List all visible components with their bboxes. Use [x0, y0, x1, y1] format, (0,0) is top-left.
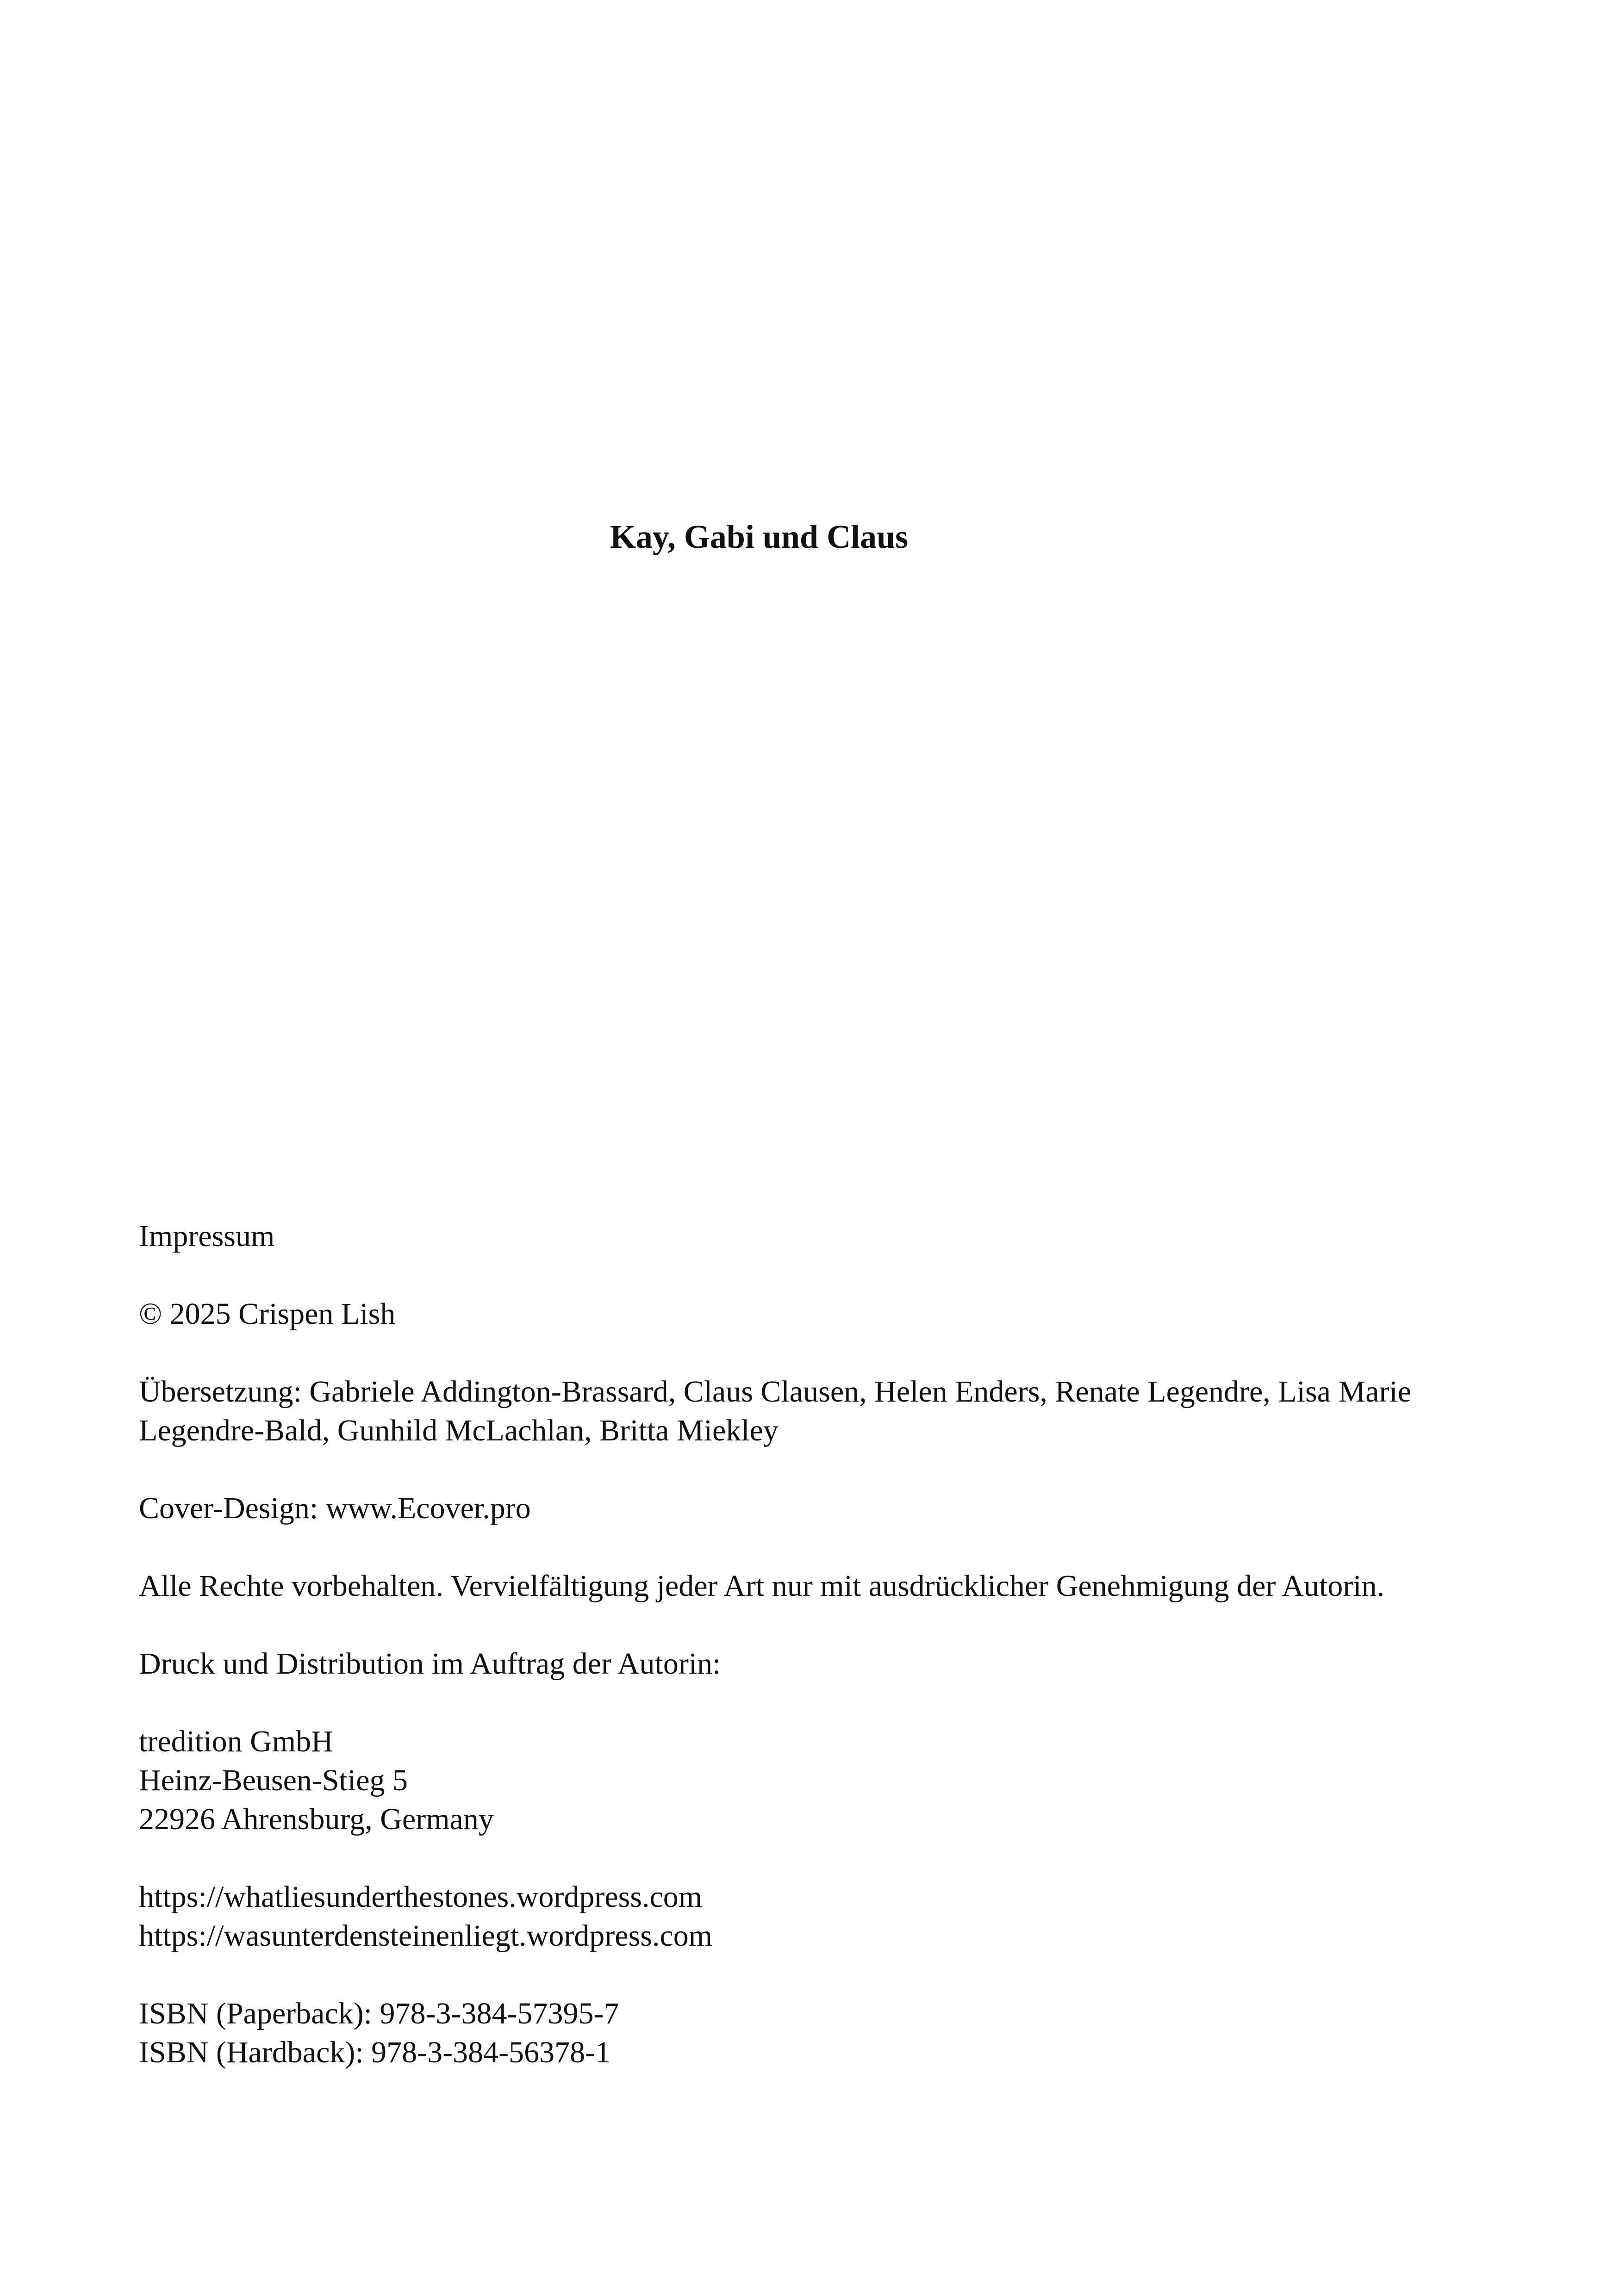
website-link[interactable]: https://wasunterdensteinenliegt.wordpress.com [139, 1919, 713, 1953]
imprint-section [139, 1217, 1416, 2072]
distribution-notice: Druck und Distribution im Auftrag der Autorin: [139, 1647, 721, 1681]
copyright-line: © 2025 Crispen Lish [139, 1297, 396, 1331]
translation-credits: Übersetzung: Gabriele Addington-Brassard, Claus Clausen, Helen Enders, Renate Legendre, Lisa Marie Legendre-Bald, Gunhild McLachlan, Britta Miekley [139, 1375, 1412, 1447]
dedication: Kay, Gabi und Claus [610, 518, 909, 555]
publisher-street: Heinz-Beusen-Stieg 5 [139, 1763, 408, 1797]
isbn-paperback: ISBN (Paperback): 978-3-384-57395-7 [139, 1997, 619, 2030]
rights-notice: Alle Rechte vorbehalten. Vervielfältigung jeder Art nur mit ausdrücklicher Genehmigung der Autorin. [139, 1569, 1385, 1603]
publisher-city: 22926 Ahrensburg, Germany [139, 1802, 494, 1836]
isbn-list [139, 1994, 1416, 2072]
website-link[interactable]: https://whatliesunderthestones.wordpress.com [139, 1880, 703, 1914]
imprint-heading: Impressum [139, 1219, 275, 1253]
cover-design-credit: Cover-Design: www.Ecover.pro [139, 1491, 531, 1525]
publisher-name: tredition GmbH [139, 1725, 333, 1758]
isbn-hardback: ISBN (Hardback): 978-3-384-56378-1 [139, 2035, 611, 2069]
websites [139, 1878, 1416, 1955]
publisher-address [139, 1722, 1416, 1839]
